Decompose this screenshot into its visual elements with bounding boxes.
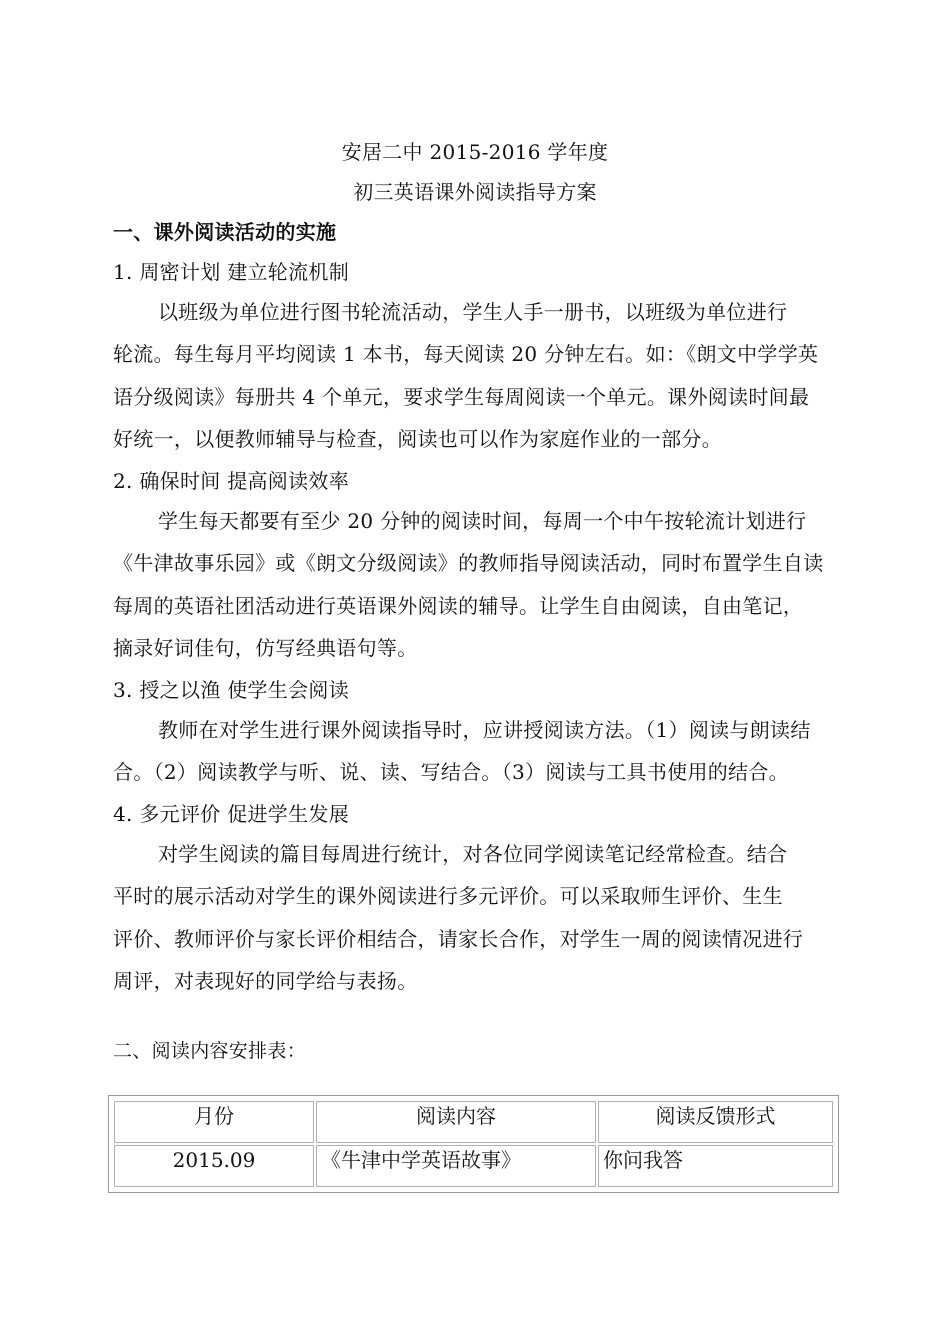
table-cell-content: 《牛津中学英语故事》 bbox=[316, 1145, 596, 1187]
item1-line4: 好统一，以便教师辅导与检查，阅读也可以作为家庭作业的一部分。 bbox=[113, 427, 722, 451]
item2-line4: 摘录好词佳句，仿写经典语句等。 bbox=[113, 636, 418, 660]
table-header-cell: 阅读反馈形式 bbox=[598, 1101, 833, 1143]
item3-heading: 3. 授之以渔 使学生会阅读 bbox=[113, 678, 349, 702]
item4-line3: 评价、教师评价与家长评价相结合，请家长合作，对学生一周的阅读情况进行 bbox=[113, 927, 804, 951]
item4-line4: 周评，对表现好的同学给与表扬。 bbox=[113, 969, 418, 993]
item1-line1: 以班级为单位进行图书轮流活动，学生人手一册书，以班级为单位进行 bbox=[158, 300, 788, 324]
reading-schedule-table bbox=[108, 1095, 839, 1193]
table-cell-month: 2015.09 bbox=[114, 1145, 314, 1187]
table-cell-feedback: 你问我答 bbox=[598, 1145, 833, 1187]
item4-line2: 平时的展示活动对学生的课外阅读进行多元评价。可以采取师生评价、生生 bbox=[113, 884, 783, 908]
item4-heading: 4. 多元评价 促进学生发展 bbox=[113, 802, 349, 826]
doc-title-line2: 初三英语课外阅读指导方案 bbox=[353, 180, 597, 204]
section2-heading: 二、阅读内容安排表： bbox=[113, 1040, 307, 1062]
item3-line1: 教师在对学生进行课外阅读指导时，应讲授阅读方法。（1）阅读与朗读结 bbox=[158, 718, 811, 742]
table-header-cell: 月份 bbox=[114, 1101, 314, 1143]
item2-line1: 学生每天都要有至少 20 分钟的阅读时间，每周一个中午按轮流计划进行 bbox=[158, 509, 807, 533]
table-row bbox=[114, 1145, 833, 1187]
table-header-cell: 阅读内容 bbox=[316, 1101, 596, 1143]
item4-line1: 对学生阅读的篇目每周进行统计，对各位同学阅读笔记经常检查。结合 bbox=[158, 842, 788, 866]
item1-line2: 轮流。每生每月平均阅读 1 本书，每天阅读 20 分钟左右。如：《朗文中学学英 bbox=[113, 342, 819, 366]
item2-line3: 每周的英语社团活动进行英语课外阅读的辅导。让学生自由阅读，自由笔记， bbox=[113, 594, 804, 618]
item3-line2: 合。（2）阅读教学与听、说、读、写结合。（3）阅读与工具书使用的结合。 bbox=[113, 760, 789, 784]
item1-line3: 语分级阅读》每册共 4 个单元，要求学生每周阅读一个单元。课外阅读时间最 bbox=[113, 385, 810, 409]
section1-heading: 一、课外阅读活动的实施 bbox=[113, 220, 337, 244]
item2-line2: 《牛津故事乐园》或《朗文分级阅读》的教师指导阅读活动，同时布置学生自读 bbox=[113, 551, 824, 575]
item2-heading: 2. 确保时间 提高阅读效率 bbox=[113, 469, 349, 493]
doc-title-line1: 安居二中 2015-2016 学年度 bbox=[341, 140, 609, 164]
item1-heading: 1. 周密计划 建立轮流机制 bbox=[113, 260, 349, 284]
table-header-row bbox=[114, 1101, 833, 1143]
